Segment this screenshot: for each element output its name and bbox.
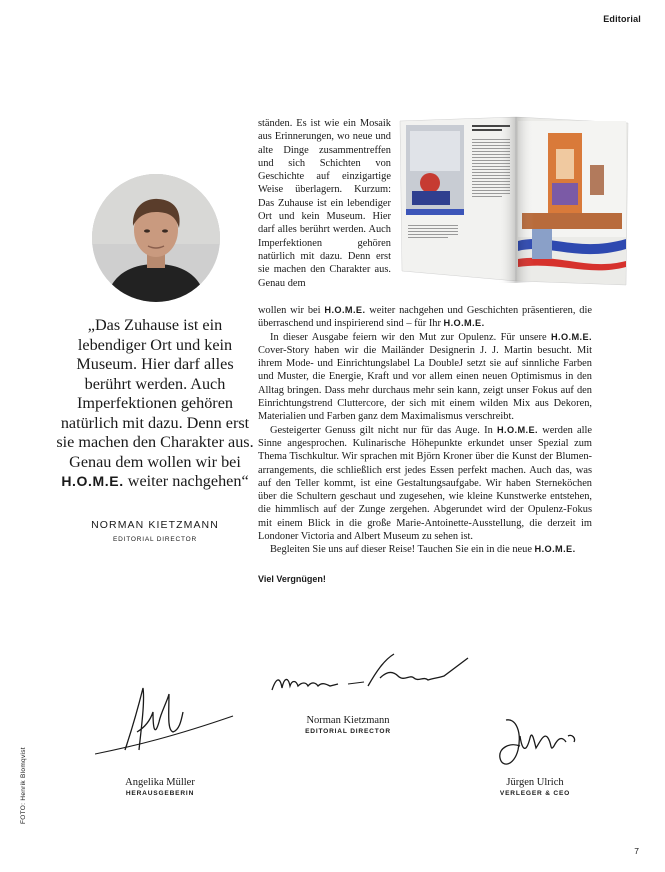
pull-quote-text: „Das Zuhause ist ein lebendiger Ort und kein Museum. Hier darf alles berührt werden. Auch Imperfektionen gehören natürlich mit dazu. Denn erst sie machen den Charakter aus. Genau dem wollen wir bei [56,316,254,471]
signature-role: VERLEGER & CEO [499,790,571,797]
pull-quote [52,316,258,492]
signature-name: Angelika Müller [125,777,195,788]
article-paragraph-4: Begleiten Sie uns auf dieser Reise! Tauchen Sie ein in die neue H.O.M.E. [270,544,576,556]
brand-mark: H.O.M.E. [324,305,366,315]
editor-portrait [92,174,220,302]
pull-quote-end: weiter nachgehen“ [123,472,249,490]
article-paragraph-1: wollen wir bei H.O.M.E. weiter nachgehen und Geschichten präsentieren, die überraschend und inspirierend sind – für Ihr H.O.M.E. [258,305,592,330]
closing-line: Viel Vergnügen! [258,574,326,584]
signature-juergen-ulrich [492,712,582,774]
brand-mark: H.O.M.E. [496,424,538,435]
brand-mark: H.O.M.E. [534,544,576,555]
quote-author-name: NORMAN KIETZMANN [91,519,219,531]
article-body [258,304,592,557]
article-narrow-column: ständen. Es ist wie ein Mosaik aus Erinnerungen, wo neue und alte Dinge zusammentreffen und sich Schichten von Geschichte auf einzigartige Weise überlagern. Kurzum: Das Zuhause ist ein lebendiger Ort und kein Museum. Hier darf alles berührt werden. Auch Imperfektionen gehören natürlich mit dazu. Denn erst sie machen den Charakter aus. Genau dem [258,118,391,289]
brand-mark: H.O.M.E. [443,318,485,329]
pull-quote-brand: H.O.M.E. [61,473,124,489]
signature-angelika-mueller [95,682,235,762]
article-paragraph-3: Gesteigerter Genuss gilt nicht nur für das Auge. In H.O.M.E. werden alle Sinne angesprochen. Kulinarische Höhepunkte erkundet unser Spezial zum Thema Tischkultur. Wir sprachen mit Björn Kroner über die Kunst der Blumenarrangements, die schließlich erst jedes Essen perfekt machen. Auch das, was auf den Teller kommt, ist eine Gestaltungsaufgabe. Wir haben Sterneköchen über die Schultern geschaut und zugesehen, wie kleine Kunstwerke entstehen, die himmlisch auf der Zunge zergehen. Abgerundet wird der Opulenz-Fokus mit einem Blick in die große Marie-Antoinette-Ausstellung, die derzeit im Londoner Victoria and Albert Museum zu sehen ist. [258,424,592,543]
article-paragraph-2: In dieser Ausgabe feiern wir den Mut zur Opulenz. Für unsere H.O.M.E. Cover-Story haben wir die Mailänder Designerin J. J. Martin besucht. Mit ihrem Mode- und Einrichtungslabel La DoubleJ setzt sie auf sinnliche Farben und Muster, die Energie, Kraft und vor allem einen neuen Optimismus in den Alltag bringen. Dass mehr durchaus mehr sein kann, zeigt unser Fokus auf den Einrichtungstrend Cluttercore, der sich mit einem wilden Mix aus Dekoren, Materialien und Farben ganz dem Maximalismus verschreibt. [258,331,592,423]
signature-name: Jürgen Ulrich [506,777,564,788]
section-label: Editorial [603,14,641,24]
photo-credit: FOTO: Henrik Blomqvist [20,747,27,824]
page-number: 7 [634,846,639,856]
quote-author-role: EDITORIAL DIRECTOR [113,536,197,543]
magazine-illustration [398,113,630,287]
signature-role: HERAUSGEBERIN [125,790,195,797]
signature-role: EDITORIAL DIRECTOR [305,728,391,735]
magazine-spread-image [398,113,630,287]
signature-name: Norman Kietzmann [306,715,390,726]
brand-mark: H.O.M.E. [551,331,592,342]
signature-norman-kietzmann [268,648,473,708]
portrait-illustration [92,174,220,302]
